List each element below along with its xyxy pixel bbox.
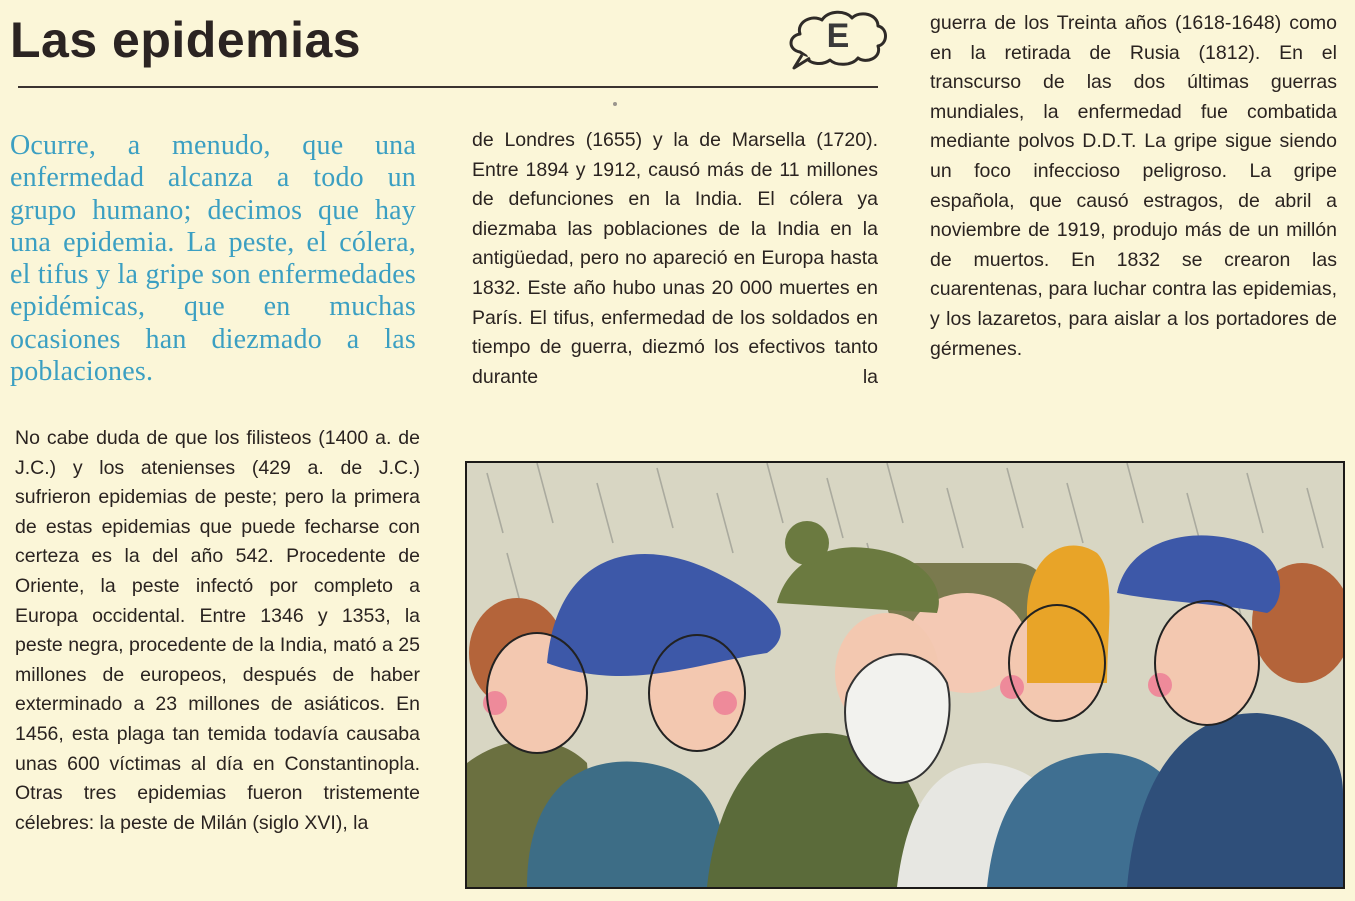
lead-paragraph: Ocurre, a menudo, que una enfermedad alcanza a todo un grupo humano; decimos que hay una epidemia. La peste, el cólera, el tifus y la gripe son enfermedades epidémicas, que en muchas ocasiones han diezmado a las poblaciones. (10, 130, 416, 388)
crowd-illustration (465, 461, 1345, 889)
title-rule (18, 86, 878, 88)
body-column-1: No cabe duda de que los filisteos (1400 a. de J.C.) y los atenienses (429 a. de J.C.) sufrieron epidemias de peste; pero la primera de estas epidemias que puede fecharse con certeza es la del año 542. Procedente de Oriente, la peste infectó por completo a Europa occidental. Entre 1346 y 1353, la peste negra, procedente de la India, mató a 25 millones de europeos, después de haber exterminado a 23 millones de asiáticos. En 1456, esta plaga tan temida todavía causaba unas 600 víctimas al día en Constantinopla. Otras tres epidemias fueron tristemente célebres: la peste de Milán (siglo XVI), la (15, 427, 420, 834)
page-title: Las epidemias (10, 12, 362, 68)
print-speck (613, 102, 617, 106)
body-column-3: guerra de los Treinta años (1618-1648) como en la retirada de Rusia (1812). En el transcurso de las dos últimas guerras mundiales, la enfermedad fue combatida mediante polvos D.D.T. La gripe sigue siendo un foco infeccioso peligroso. La gripe española, que causó estragos, de abril a noviembre de 1919, produjo más de un millón de muertos. En 1832 se crearon las cuarentenas, para luchar contra las epidemias, y los lazaretos, para aislar a los portadores de gérmenes. (930, 12, 1337, 360)
body-column-2: de Londres (1655) y la de Marsella (1720). Entre 1894 y 1912, causó más de 11 millones de defunciones en la India. El cólera ya diezmaba las poblaciones de la India en la antigüedad, pero no apareció en Europa hasta 1832. Este año hubo unas 20 000 muertes en París. El tifus, enfermedad de los soldados en tiempo de guerra, diezmó los efectivos tanto durante la (472, 129, 878, 388)
section-letter: E (826, 17, 850, 55)
